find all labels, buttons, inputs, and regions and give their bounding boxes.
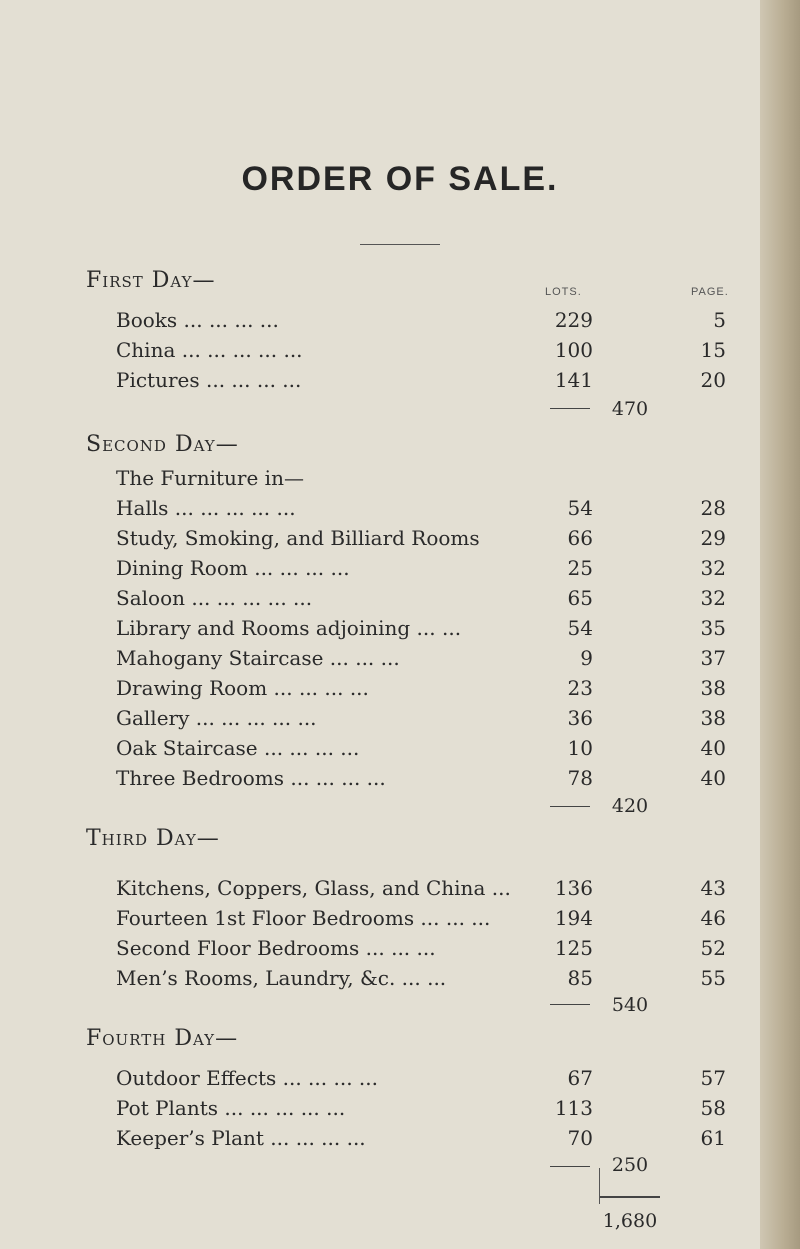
- day-heading-second: Second Day—: [86, 432, 239, 457]
- row-page: 38: [700, 706, 726, 730]
- table-row: [0, 936, 760, 966]
- day-total: 540: [611, 994, 649, 1016]
- row-lots: 141: [554, 368, 593, 392]
- table-row: [0, 646, 760, 676]
- row-desc: Keeper’s Plant ... ... ... ...: [116, 1126, 366, 1150]
- table-row: [0, 338, 760, 368]
- row-page: 52: [700, 936, 726, 960]
- row-lots: 229: [554, 308, 593, 332]
- table-row: [0, 556, 760, 586]
- row-page: 40: [700, 736, 726, 760]
- day-heading-third: Third Day—: [86, 826, 220, 851]
- row-page: 40: [700, 766, 726, 790]
- row-lots: 113: [554, 1096, 593, 1120]
- column-rule: [599, 1168, 600, 1204]
- table-row: [0, 736, 760, 766]
- row-lots: 136: [554, 876, 593, 900]
- row-desc: Pot Plants ... ... ... ... ...: [116, 1096, 346, 1120]
- row-lots: 70: [567, 1126, 593, 1150]
- table-row: [0, 906, 760, 936]
- row-lots: 36: [567, 706, 593, 730]
- row-desc: Fourteen 1st Floor Bedrooms ... ... ...: [116, 906, 491, 930]
- row-page: 28: [700, 496, 726, 520]
- row-desc: Gallery ... ... ... ... ...: [116, 706, 317, 730]
- row-lots: 100: [554, 338, 593, 362]
- page-title: ORDER OF SALE.: [241, 160, 559, 198]
- row-page: 57: [700, 1066, 726, 1090]
- subtotal-rule: [550, 408, 590, 409]
- row-desc: Kitchens, Coppers, Glass, and China ...: [116, 876, 511, 900]
- table-row: [0, 766, 760, 796]
- row-desc: Men’s Rooms, Laundry, &c. ... ...: [116, 966, 447, 990]
- table-row: [0, 676, 760, 706]
- row-lots: 85: [567, 966, 593, 990]
- row-desc: Three Bedrooms ... ... ... ...: [116, 766, 386, 790]
- row-page: 5: [713, 308, 726, 332]
- row-desc: Oak Staircase ... ... ... ...: [116, 736, 360, 760]
- row-page: 15: [700, 338, 726, 362]
- subtotal-rule: [550, 1166, 590, 1167]
- subheading: The Furniture in—: [116, 466, 304, 490]
- row-desc: China ... ... ... ... ...: [116, 338, 303, 362]
- row-page: 32: [700, 586, 726, 610]
- row-desc: Library and Rooms adjoining ... ...: [116, 616, 462, 640]
- row-desc: Outdoor Effects ... ... ... ...: [116, 1066, 378, 1090]
- row-lots: 125: [554, 936, 593, 960]
- page-header: PAGE.: [691, 286, 729, 298]
- row-desc: Study, Smoking, and Billiard Rooms: [116, 526, 480, 550]
- row-desc: Drawing Room ... ... ... ...: [116, 676, 369, 700]
- row-page: 32: [700, 556, 726, 580]
- lots-header: LOTS.: [545, 286, 582, 298]
- table-row: [0, 706, 760, 736]
- row-desc: Halls ... ... ... ... ...: [116, 496, 296, 520]
- row-page: 29: [700, 526, 726, 550]
- row-lots: 194: [554, 906, 593, 930]
- row-desc: Books ... ... ... ...: [116, 308, 279, 332]
- table-row: [0, 1066, 760, 1096]
- day-total: 470: [611, 398, 649, 420]
- row-lots: 54: [567, 496, 593, 520]
- title-rule: [360, 244, 440, 245]
- row-lots: 66: [567, 526, 593, 550]
- row-lots: 9: [580, 646, 593, 670]
- table-row: [0, 496, 760, 526]
- row-page: 20: [700, 368, 726, 392]
- grand-total: 1,680: [602, 1210, 658, 1232]
- table-row: [0, 966, 760, 996]
- table-row: [0, 1096, 760, 1126]
- table-row: [0, 1126, 760, 1156]
- table-row: [0, 616, 760, 646]
- row-lots: 23: [567, 676, 593, 700]
- day-total: 250: [611, 1154, 649, 1176]
- row-page: 43: [700, 876, 726, 900]
- row-page: 55: [700, 966, 726, 990]
- row-desc: Second Floor Bedrooms ... ... ...: [116, 936, 436, 960]
- subtotal-rule: [550, 1004, 590, 1005]
- day-heading-first: First Day—: [86, 268, 216, 293]
- table-row: [0, 876, 760, 906]
- row-lots: 54: [567, 616, 593, 640]
- row-desc: Dining Room ... ... ... ...: [116, 556, 350, 580]
- row-lots: 25: [567, 556, 593, 580]
- row-desc: Saloon ... ... ... ... ...: [116, 586, 313, 610]
- row-page: 38: [700, 676, 726, 700]
- row-page: 61: [700, 1126, 726, 1150]
- row-desc: Pictures ... ... ... ...: [116, 368, 302, 392]
- row-page: 46: [700, 906, 726, 930]
- row-page: 35: [700, 616, 726, 640]
- row-page: 58: [700, 1096, 726, 1120]
- table-row: [0, 586, 760, 616]
- grand-total-rule: [600, 1196, 660, 1198]
- row-lots: 67: [567, 1066, 593, 1090]
- row-page: 37: [700, 646, 726, 670]
- row-lots: 10: [567, 736, 593, 760]
- day-total: 420: [611, 795, 649, 817]
- row-desc: Mahogany Staircase ... ... ...: [116, 646, 400, 670]
- row-lots: 78: [567, 766, 593, 790]
- table-row: [0, 526, 760, 556]
- day-heading-fourth: Fourth Day—: [86, 1026, 239, 1051]
- row-lots: 65: [567, 586, 593, 610]
- table-row: [0, 368, 760, 398]
- subtotal-rule: [550, 806, 590, 807]
- table-row: [0, 308, 760, 338]
